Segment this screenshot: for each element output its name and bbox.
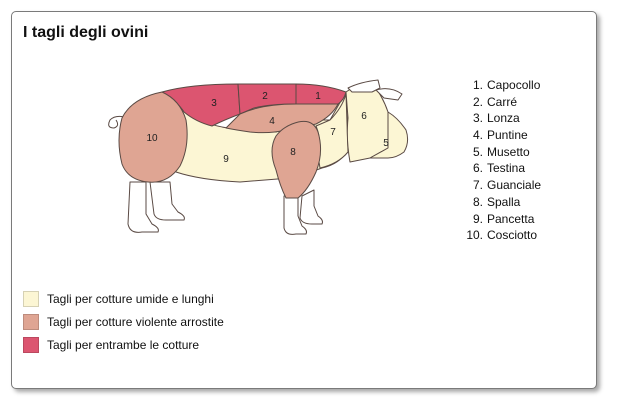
legend-swatch (23, 337, 39, 353)
cut-label-6: 6 (361, 111, 367, 122)
list-item: 3. Lonza (472, 111, 520, 126)
legend-swatch (23, 291, 39, 307)
legend-item (23, 287, 224, 310)
cut-label-2: 2 (262, 91, 268, 102)
list-item: 9. Pancetta (472, 211, 535, 226)
list-item: 2. Carré (472, 94, 518, 109)
list-item: 5. Musetto (472, 144, 530, 159)
legend-item (23, 310, 224, 333)
legend-item (23, 333, 224, 356)
cut-label-10: 10 (146, 133, 158, 144)
legend-swatch (23, 314, 39, 330)
cut-label-8: 8 (290, 147, 296, 158)
hind-leg-front (150, 182, 184, 220)
list-item: 1. Capocollo (472, 78, 541, 92)
legend-label: Tagli per cotture umide e lunghi (47, 291, 214, 306)
list-item: 6. Testina (472, 161, 526, 176)
page-title: I tagli degli ovini (23, 24, 149, 41)
cut-label-7: 7 (330, 127, 336, 138)
cut-capocollo (296, 84, 346, 104)
cut-label-1: 1 (315, 91, 321, 102)
cut-testina (346, 88, 388, 162)
list-item: 7. Guanciale (472, 178, 542, 193)
legend (23, 287, 224, 356)
cut-spalla (272, 121, 321, 198)
list-item: 10. Cosciotto (466, 228, 538, 243)
cut-label-4: 4 (269, 116, 275, 127)
list-item: 4. Puntine (472, 128, 528, 143)
cut-label-9: 9 (223, 154, 229, 165)
legend-label: Tagli per entrambe le cotture (47, 337, 200, 352)
list-item: 8. Spalla (472, 194, 521, 209)
fore-leg-front (300, 190, 323, 224)
cuts-list (463, 77, 541, 244)
ear (348, 80, 380, 92)
legend-label: Tagli per cotture violente arrostite (47, 314, 224, 329)
cut-label-5: 5 (383, 138, 389, 149)
cut-label-3: 3 (211, 98, 217, 109)
